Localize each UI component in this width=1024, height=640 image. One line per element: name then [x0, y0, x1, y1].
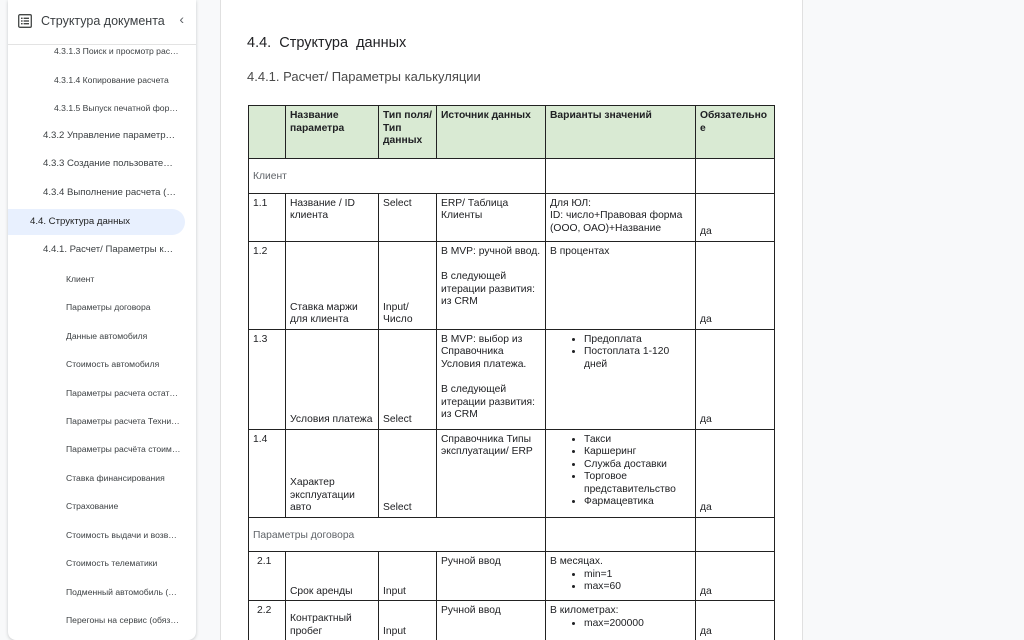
field-type: Select	[383, 197, 412, 209]
section-empty-cell	[696, 517, 775, 552]
outline-item[interactable]: 4.4.1. Расчет/ Параметры к…	[43, 244, 174, 255]
outline-item[interactable]: 4.4. Структура данных	[8, 209, 185, 235]
value-variants-text: В процентах	[550, 245, 610, 257]
value-variant-item: • max=60	[584, 581, 691, 594]
table-row	[249, 552, 775, 601]
data-source-text: В следующей итерации развития: из CRM	[441, 384, 535, 420]
value-variants-cell	[546, 601, 696, 640]
table-header-row	[249, 106, 775, 159]
outline-item[interactable]: Параметры расчёта стоим…	[66, 444, 181, 454]
outline-item[interactable]: 4.3.1.3 Поиск и просмотр рас…	[54, 46, 179, 56]
outline-item[interactable]: 4.3.1.4 Копирование расчета	[54, 75, 169, 85]
field-type: Select	[383, 414, 412, 425]
table-row	[249, 241, 775, 329]
header-cell-num	[249, 106, 286, 159]
field-type-cell	[379, 329, 437, 429]
required-value: да	[700, 625, 712, 637]
outline-item[interactable]: 4.3.3 Создание пользовате…	[43, 158, 173, 169]
param-name: Характер эксплуатации авто	[290, 477, 355, 513]
param-name: Условия платежа	[290, 414, 373, 425]
document-page	[220, 0, 803, 640]
value-variants-list	[550, 618, 691, 631]
param-name-cell	[286, 601, 379, 640]
value-variant-item: • min=1	[584, 569, 691, 582]
outline-item[interactable]: Перегоны на сервис (обяз…	[66, 615, 179, 625]
param-name-cell	[286, 241, 379, 329]
table-row	[249, 429, 775, 517]
collapse-chevron-icon[interactable]: ‹	[179, 11, 184, 27]
outline-item[interactable]: 4.3.1.5 Выпуск печатной фор…	[54, 103, 178, 113]
value-variant-item: • Предоплата	[584, 334, 691, 347]
value-variants-text: В километрах:	[550, 605, 619, 616]
section-empty-cell	[546, 159, 696, 194]
field-type: Input	[383, 625, 406, 637]
required-value: да	[700, 502, 712, 513]
outline-item[interactable]: Параметры расчета Техни…	[66, 416, 180, 426]
param-name-cell	[286, 429, 379, 517]
value-variant-item: • Торговое представительство	[584, 471, 691, 496]
data-source-text: ERP/ Таблица Клиенты	[441, 197, 509, 221]
field-type-cell	[379, 552, 437, 601]
row-number: 1.3	[249, 329, 286, 429]
data-source-text: В следующей итерации развития: из CRM	[441, 271, 535, 307]
data-source-cell	[437, 193, 546, 241]
field-type-cell	[379, 193, 437, 241]
value-variants-list	[550, 434, 691, 509]
header-cell-type: Тип поля/ Тип данных	[379, 106, 437, 159]
value-variant-item: • Такси	[584, 434, 691, 447]
value-variants-cell	[546, 329, 696, 429]
outline-item[interactable]: Стоимость автомобиля	[66, 359, 160, 369]
required-value: да	[700, 226, 712, 237]
required-cell	[696, 429, 775, 517]
required-cell	[696, 193, 775, 241]
header-cell-name: Название параметра	[286, 106, 379, 159]
required-value: да	[700, 414, 712, 425]
outline-item[interactable]: Страхование	[66, 501, 119, 511]
data-source-text: В MVP: выбор из Справочника Условия платежа.	[441, 333, 527, 370]
document-outline-panel	[8, 0, 196, 640]
row-number: 1.4	[249, 429, 286, 517]
field-type: Input/ Число	[383, 301, 413, 325]
value-variants-cell	[546, 241, 696, 329]
data-source-text: Справочника Типы эксплуатации/ ERP	[441, 433, 533, 457]
field-type: Input	[383, 585, 406, 597]
param-name-cell	[286, 329, 379, 429]
section-title: Параметры договора	[249, 517, 546, 552]
data-source-cell	[437, 241, 546, 329]
section-title: Клиент	[249, 159, 546, 194]
data-source-cell	[437, 552, 546, 601]
required-value: да	[700, 314, 712, 325]
outline-item[interactable]: Стоимость телематики	[66, 558, 158, 568]
data-source-text: Ручной ввод	[441, 605, 501, 616]
section-row	[249, 159, 775, 194]
outline-item[interactable]: Подменный автомобиль (…	[66, 587, 177, 597]
required-cell	[696, 329, 775, 429]
table-row	[249, 329, 775, 429]
value-variants-text: Для ЮЛ: ID: число+Правовая форма (ООО, ОАО)+Название	[550, 197, 683, 234]
paragraph-gap	[441, 258, 541, 271]
header-cell-values: Варианты значений	[546, 106, 696, 159]
field-type-cell	[379, 601, 437, 640]
param-name-cell	[286, 193, 379, 241]
value-variants-cell	[546, 193, 696, 241]
value-variant-item: • Фармацевтика	[584, 496, 691, 509]
table-row	[249, 601, 775, 640]
data-source-cell	[437, 429, 546, 517]
param-name: Срок аренды	[290, 585, 353, 597]
required-cell	[696, 241, 775, 329]
outline-item[interactable]: Клиент	[66, 274, 95, 284]
data-source-cell	[437, 329, 546, 429]
value-variant-item: • max=200000	[584, 618, 691, 631]
row-number: 2.1	[249, 552, 286, 601]
param-name: Контрактный пробег	[290, 613, 352, 637]
header-cell-required: Обязательно е	[696, 106, 775, 159]
field-type-cell	[379, 429, 437, 517]
section-row	[249, 517, 775, 552]
section-empty-cell	[546, 517, 696, 552]
value-variant-item: • Служба доставки	[584, 459, 691, 472]
value-variants-list	[550, 569, 691, 594]
outline-item[interactable]: Параметры расчета остат…	[66, 388, 178, 398]
outline-item[interactable]: 4.3.2 Управление параметр…	[43, 130, 176, 141]
row-number: 1.1	[249, 193, 286, 241]
header-cell-source: Источник данных	[437, 106, 546, 159]
required-cell	[696, 601, 775, 640]
required-cell	[696, 552, 775, 601]
param-name: Ставка маржи для клиента	[290, 301, 358, 325]
outline-item[interactable]: Стоимость выдачи и возв…	[66, 530, 177, 540]
value-variant-item: • Постоплата 1-120 дней	[584, 346, 691, 371]
data-source-text: Ручной ввод	[441, 556, 501, 567]
outline-item[interactable]: Данные автомобиля	[66, 331, 148, 341]
section-empty-cell	[696, 159, 775, 194]
data-source-text: В MVP: ручной ввод.	[441, 245, 541, 257]
value-variants-text: В месяцах.	[550, 556, 603, 567]
required-value: да	[700, 585, 712, 597]
outline-list-icon	[18, 14, 32, 28]
subsection-heading: 4.4.1. Расчет/ Параметры калькуляции	[247, 69, 481, 84]
outline-item[interactable]: 4.3.4 Выполнение расчета (…	[43, 187, 176, 198]
paragraph-gap	[441, 371, 541, 384]
row-number: 1.2	[249, 241, 286, 329]
row-number: 2.2	[249, 601, 286, 640]
value-variants-cell	[546, 552, 696, 601]
outline-item[interactable]: Ставка финансирования	[66, 473, 165, 483]
data-structure-table	[248, 105, 775, 640]
param-name: Название / ID клиента	[290, 197, 355, 221]
table-row	[249, 193, 775, 241]
data-source-cell	[437, 601, 546, 640]
value-variant-item: • Каршеринг	[584, 446, 691, 459]
field-type-cell	[379, 241, 437, 329]
outline-title: Структура документа	[41, 14, 165, 28]
table-body	[249, 159, 775, 640]
field-type: Select	[383, 502, 412, 513]
outline-item[interactable]: Параметры договора	[66, 302, 151, 312]
value-variants-list	[550, 334, 691, 372]
section-heading: 4.4. Структура данных	[247, 35, 407, 51]
value-variants-cell	[546, 429, 696, 517]
param-name-cell	[286, 552, 379, 601]
